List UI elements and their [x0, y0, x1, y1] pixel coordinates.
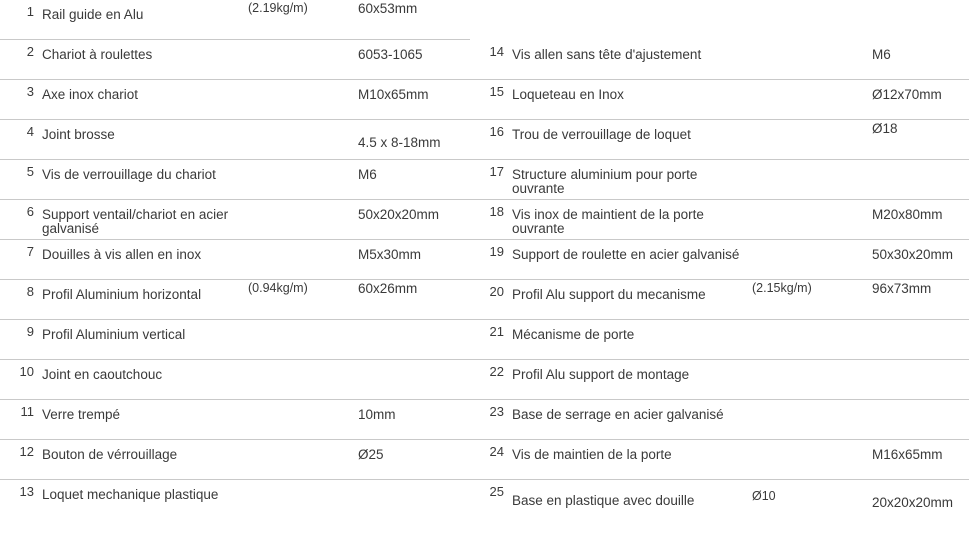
table-row: [0, 200, 470, 240]
row-number: 4: [26, 124, 34, 139]
row-dimension: 6053-1065: [358, 47, 423, 62]
row-designation: Base de serrage en acier galvanisé: [512, 407, 724, 422]
row-number: 23: [489, 404, 504, 419]
row-weight: (0.94kg/m): [248, 281, 308, 295]
row-dimension: 60x26mm: [358, 281, 418, 296]
table-row: [0, 320, 470, 360]
row-dimension: Ø12x70mm: [872, 87, 942, 102]
row-dimension: M20x80mm: [872, 207, 943, 222]
table-row: [470, 400, 969, 440]
row-dimension: 4.5 x 8-18mm: [358, 135, 441, 150]
row-designation: Vis de verrouillage du chariot: [42, 167, 216, 182]
table-row: [470, 320, 969, 360]
parts-table-left-column: [0, 0, 470, 555]
row-number: 8: [26, 284, 34, 299]
row-designation: Support de roulette en acier galvanisé: [512, 247, 740, 262]
row-weight: (2.15kg/m): [752, 281, 812, 295]
row-number: 7: [26, 244, 34, 259]
row-designation: Profil Aluminium horizontal: [42, 287, 202, 302]
table-row: [470, 440, 969, 480]
table-row: [470, 200, 969, 240]
table-row: [0, 240, 470, 280]
row-dimension: Ø18: [872, 121, 898, 136]
row-number: 17: [489, 164, 504, 179]
row-weight: (2.19kg/m): [248, 1, 308, 15]
row-number: 13: [19, 484, 34, 499]
row-dimension: 96x73mm: [872, 281, 932, 296]
parts-table-right-column: [470, 0, 969, 555]
table-row: [470, 80, 969, 120]
row-dimension: M6: [872, 47, 891, 62]
row-number: 9: [26, 324, 34, 339]
row-dimension: M10x65mm: [358, 87, 429, 102]
table-row: [0, 280, 470, 320]
row-designation: Trou de verrouillage de loquet: [512, 127, 691, 142]
row-dimension: M6: [358, 167, 377, 182]
row-dimension: Ø25: [358, 447, 384, 462]
table-row: [470, 480, 969, 520]
row-number: 22: [489, 364, 504, 379]
row-number: 15: [489, 84, 504, 99]
row-designation: Douilles à vis allen en inox: [42, 247, 202, 262]
row-number: 25: [489, 484, 504, 499]
row-number: 16: [489, 124, 504, 139]
table-row: [0, 0, 470, 40]
row-number: 20: [489, 284, 504, 299]
row-designation: Joint brosse: [42, 127, 115, 142]
row-designation: Mécanisme de porte: [512, 327, 635, 342]
table-row: [470, 240, 969, 280]
row-number: 2: [26, 44, 34, 59]
row-dimension: M16x65mm: [872, 447, 943, 462]
table-row: [0, 360, 470, 400]
table-row: [0, 40, 470, 80]
row-designation: Chariot à roulettes: [42, 47, 153, 62]
row-designation: Profil Aluminium vertical: [42, 327, 186, 342]
row-number: 6: [26, 204, 34, 219]
table-row: [0, 400, 470, 440]
row-designation: Loqueteau en Inox: [512, 87, 624, 102]
row-designation: Vis de maintien de la porte: [512, 447, 672, 462]
row-designation: Bouton de vérrouillage: [42, 447, 178, 462]
table-row: [470, 360, 969, 400]
row-dimension: 50x20x20mm: [358, 207, 440, 222]
row-dimension: M5x30mm: [358, 247, 422, 262]
table-row: [0, 160, 470, 200]
table-row: [470, 280, 969, 320]
row-number: 11: [20, 404, 34, 419]
row-number: 1: [26, 4, 34, 19]
table-row: [470, 160, 969, 200]
row-designation: Profil Alu support de montage: [512, 367, 690, 382]
row-designation: Axe inox chariot: [42, 87, 139, 102]
row-designation: Verre trempé: [42, 407, 121, 422]
row-number: 3: [26, 84, 34, 99]
table-row: [470, 120, 969, 160]
row-dimension: 20x20x20mm: [872, 495, 954, 510]
row-number: 18: [489, 204, 504, 219]
row-number: 14: [489, 44, 504, 59]
row-dimension: 60x53mm: [358, 1, 418, 16]
row-number: 24: [489, 444, 504, 459]
row-number: 10: [19, 364, 34, 379]
table-row: [0, 440, 470, 480]
row-designation: Loquet mechanique plastique: [42, 487, 219, 502]
row-designation: Vis allen sans tête d'ajustement: [512, 47, 702, 62]
table-row: [0, 480, 470, 520]
row-number: 12: [19, 444, 34, 459]
row-number: 21: [489, 324, 504, 339]
row-number: 5: [26, 164, 34, 179]
row-weight: Ø10: [752, 489, 776, 503]
row-designation: Joint en caoutchouc: [42, 367, 163, 382]
row-dimension: 50x30x20mm: [872, 247, 954, 262]
row-designation: Vis inox de maintient de la porte ouvrante: [512, 207, 704, 236]
row-designation: Support ventail/chariot en acier galvanisé: [42, 207, 229, 236]
row-designation: Rail guide en Alu: [42, 7, 144, 22]
row-designation: Structure aluminium pour porte ouvrante: [512, 167, 698, 196]
table-row: [470, 40, 969, 80]
table-row: [0, 120, 470, 160]
row-dimension: 10mm: [358, 407, 396, 422]
row-designation: Base en plastique avec douille: [512, 493, 695, 508]
table-row: [0, 80, 470, 120]
row-designation: Profil Alu support du mecanisme: [512, 287, 706, 302]
row-number: 19: [489, 244, 504, 259]
